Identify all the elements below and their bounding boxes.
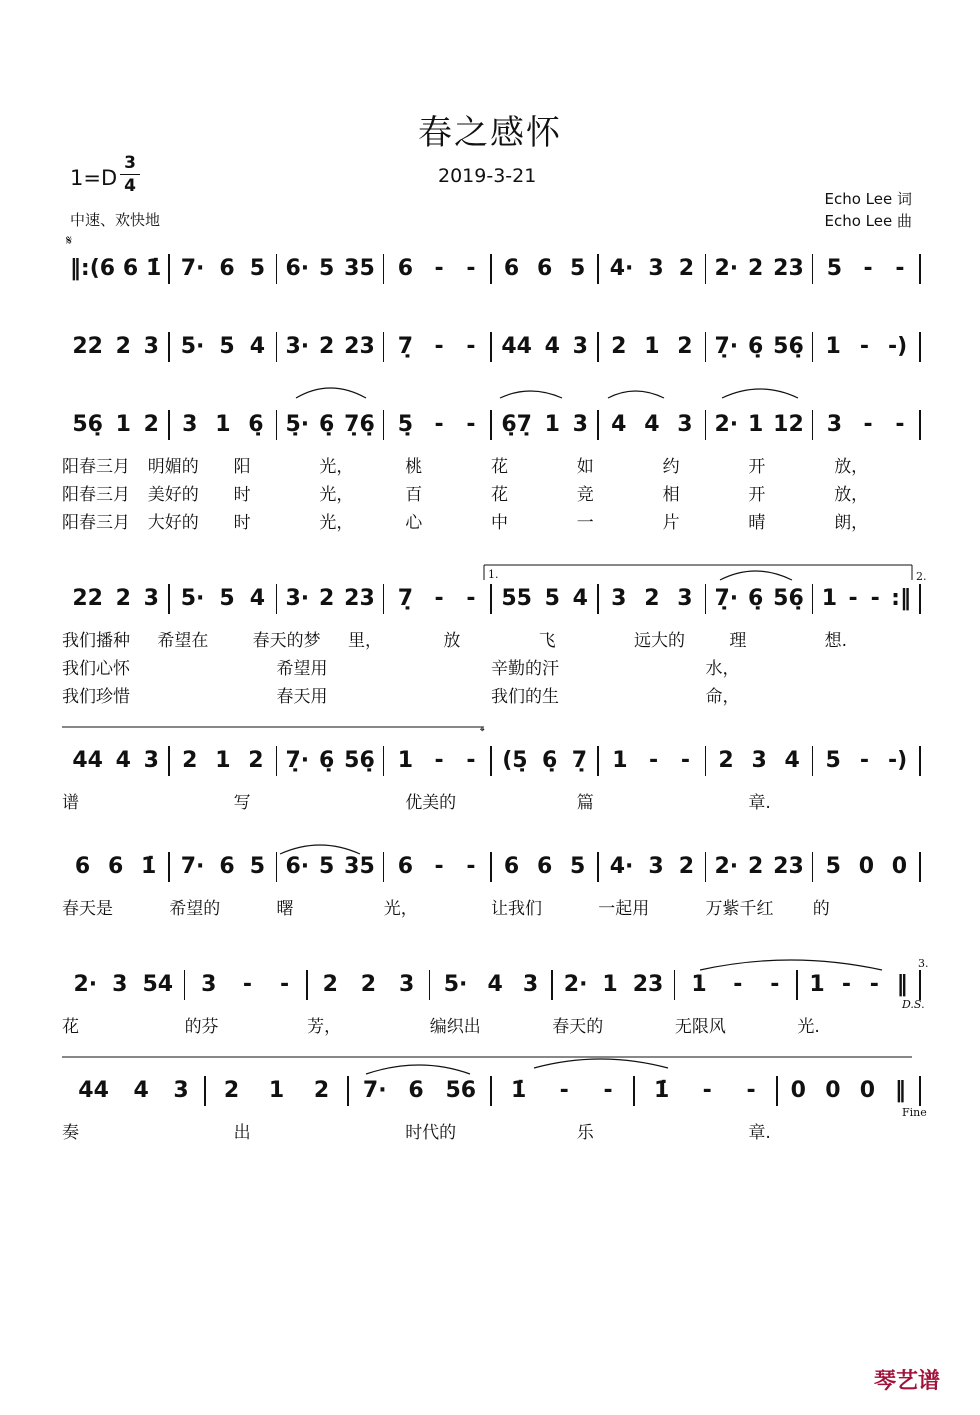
note: 2: [644, 586, 660, 611]
lyric-word: 百: [405, 485, 423, 505]
lyric-word: 希望的: [169, 899, 221, 919]
note: ‖:(6: [69, 256, 116, 281]
note: 2·: [714, 854, 739, 879]
note: -: [895, 256, 905, 281]
lyric-word: 芳，: [307, 1017, 342, 1037]
lyric-word: 篇: [576, 793, 594, 813]
note: 4·: [609, 256, 634, 281]
note: 5·: [443, 972, 468, 997]
note: 0: [790, 1078, 806, 1103]
note: 4·: [609, 854, 634, 879]
note: 44: [78, 1078, 109, 1103]
note: 3: [677, 586, 693, 611]
note: 4: [249, 586, 265, 611]
note: 3: [398, 972, 415, 997]
lyric-word: 我们心怀: [62, 659, 130, 679]
note: 5: [544, 586, 560, 611]
note: 4: [487, 972, 503, 997]
lyric-word: 章.: [748, 1123, 771, 1143]
note: -: [680, 748, 691, 773]
note: -: [863, 256, 873, 281]
note: 23: [344, 334, 375, 359]
note: 56̣: [773, 334, 804, 359]
lyric-word: 时: [233, 513, 251, 533]
note: 7̣: [397, 334, 414, 359]
note: 6: [503, 854, 520, 879]
note: 4: [544, 334, 560, 359]
note: 7·: [180, 256, 205, 281]
note: 44: [72, 748, 103, 773]
volta-2: 2.: [916, 570, 927, 583]
note: 3: [572, 412, 588, 437]
lyric-word: 光.: [797, 1017, 820, 1037]
note: -: [434, 854, 444, 879]
note: -: [603, 1078, 613, 1103]
watermark-logo: 琴艺谱: [873, 1369, 940, 1394]
note: 2: [747, 256, 764, 281]
lyric-word: 春天是: [62, 899, 113, 919]
note: -: [746, 1078, 756, 1103]
note: 3: [182, 412, 198, 437]
lyric-word: 时代的: [405, 1123, 457, 1143]
note: -: [859, 748, 869, 773]
note: (5̣: [502, 748, 528, 773]
note: 5: [826, 256, 843, 281]
note: 23: [773, 256, 804, 281]
note: 2·: [714, 412, 739, 437]
note: 4: [644, 412, 660, 437]
note: 3: [648, 854, 664, 879]
note: -: [863, 412, 873, 437]
note: 2: [318, 586, 335, 611]
note: 6: [219, 256, 235, 281]
note: 5·: [180, 586, 205, 611]
note: 0: [858, 854, 875, 879]
note: :‖: [891, 586, 911, 611]
note: 3: [572, 334, 588, 359]
date: 2019-3-21: [438, 165, 537, 187]
note: 3: [751, 748, 767, 773]
note: 2: [143, 412, 159, 437]
note: 5̣: [397, 412, 414, 437]
note: 1: [602, 972, 618, 997]
note: 5: [825, 854, 841, 879]
note: 2: [322, 972, 338, 997]
note: 3: [648, 256, 664, 281]
note: -: [869, 972, 879, 997]
note: 2: [611, 334, 627, 359]
note: 1: [215, 748, 231, 773]
note: 4: [115, 748, 131, 773]
note: 4: [784, 748, 800, 773]
tempo-marking: 中速、欢快地: [70, 211, 161, 229]
lyric-word: 中: [491, 513, 508, 533]
note: 1: [644, 334, 660, 359]
lyric-word: 一: [576, 513, 594, 533]
lyric-word: 让我们: [491, 899, 542, 919]
lyric-word: 花: [62, 1017, 79, 1037]
note: 1: [821, 586, 838, 611]
note: -: [466, 748, 476, 773]
note: -: [770, 972, 780, 997]
note: 2: [115, 334, 131, 359]
note: 1: [691, 972, 707, 997]
note: 5: [219, 334, 235, 359]
lyric-word: 开: [748, 457, 766, 477]
lyric-word: 出: [233, 1123, 251, 1143]
note: 6̣: [248, 412, 264, 437]
lyric-word: 谱: [62, 793, 79, 813]
note: 1: [809, 972, 825, 997]
note: -): [888, 748, 908, 773]
note: 4: [572, 586, 588, 611]
note: 35: [344, 854, 375, 879]
note: 7̣·: [714, 334, 739, 359]
note: 5: [570, 854, 586, 879]
note: 6: [536, 854, 553, 879]
note: 35: [344, 256, 375, 281]
lyric-word: 片: [662, 513, 680, 533]
note: 2: [182, 748, 198, 773]
lyric-word: 如: [576, 457, 594, 477]
lyricist: Echo Lee 词: [824, 190, 912, 208]
note: 6: [107, 854, 124, 879]
ds-marking: D.S.: [902, 998, 925, 1011]
lyric-word: 晴: [748, 513, 766, 533]
note: 56: [445, 1078, 477, 1103]
lyric-word: 心: [405, 513, 423, 533]
note: 22: [72, 334, 103, 359]
note: 3: [143, 748, 159, 773]
lyric-word: 光，: [383, 899, 418, 919]
lyric-word: 阳: [233, 457, 251, 477]
lyric-word: 竞: [576, 485, 594, 505]
note: 3·: [285, 334, 310, 359]
lyric-word: 希望在: [157, 631, 209, 651]
lyric-word: 约: [662, 457, 680, 477]
note: ‖: [894, 1078, 906, 1103]
note: 2: [677, 334, 693, 359]
note: 3: [826, 412, 843, 437]
note: 23: [632, 972, 664, 997]
page-title: 春之感怀: [418, 113, 562, 153]
note: -: [895, 412, 905, 437]
note: -: [434, 334, 444, 359]
note: 2: [360, 972, 377, 997]
note: 7̣·: [285, 748, 310, 773]
note: -: [242, 972, 253, 997]
note: 6: [397, 854, 414, 879]
note: 3·: [285, 586, 310, 611]
lyric-word: 乐: [576, 1123, 594, 1143]
note: 7̣: [397, 586, 414, 611]
note: 56̣: [344, 748, 375, 773]
note: ‖: [896, 972, 908, 997]
lyric-word: 章.: [748, 793, 771, 813]
lyric-word: 理: [729, 631, 747, 651]
note: -: [648, 748, 659, 773]
note: 1̇: [141, 854, 157, 879]
note: -: [466, 334, 476, 359]
note: 6: [397, 256, 414, 281]
lyric-word: 放，: [834, 485, 869, 505]
note: 4: [611, 412, 627, 437]
note: 6̣: [318, 748, 335, 773]
note: -: [559, 1078, 569, 1103]
meter-bottom: 4: [124, 176, 136, 196]
note: 44: [501, 334, 532, 359]
note: 6: [74, 854, 91, 879]
note: 1̇: [653, 1078, 670, 1103]
lyric-word: 阳春三月: [62, 457, 130, 477]
note: 55: [501, 586, 532, 611]
note: -: [434, 748, 444, 773]
lyric-word: 写: [233, 793, 251, 813]
note: 22: [72, 586, 103, 611]
note: 5: [318, 256, 335, 281]
note: 4: [133, 1078, 149, 1103]
lyric-word: 一起用: [598, 899, 650, 919]
note: 7·: [180, 854, 205, 879]
note: 0: [825, 1078, 841, 1103]
lyric-word: 阳春三月: [62, 485, 130, 505]
note: 1: [268, 1078, 285, 1103]
note: 2: [678, 256, 694, 281]
lyric-word: 桃: [405, 457, 423, 477]
note: 7·: [362, 1078, 387, 1103]
lyric-word: 美好的: [147, 485, 199, 505]
lyric-word: 编织出: [429, 1017, 481, 1037]
note: -): [888, 334, 908, 359]
note: -: [841, 972, 852, 997]
lyric-word: 万紫千红: [705, 899, 774, 919]
lyric-word: 的: [812, 899, 830, 919]
note: -: [434, 412, 444, 437]
note: 7̣6̣: [344, 412, 375, 437]
note: -: [848, 586, 858, 611]
note: 6·: [285, 854, 310, 879]
note: 1: [825, 334, 841, 359]
note: 5: [219, 586, 235, 611]
segno-icon: 𝄋: [66, 233, 73, 249]
note: -: [466, 412, 476, 437]
note: 5: [249, 854, 265, 879]
lyric-word: 光，: [319, 457, 354, 477]
lyric-word: 水，: [705, 659, 740, 679]
note: 3: [201, 972, 217, 997]
note: 7̣·: [714, 586, 739, 611]
volta-1: 1.: [488, 568, 499, 581]
note: 23: [344, 586, 375, 611]
lyric-word: 辛勤的汗: [491, 659, 559, 679]
fine-marking: Fine: [902, 1106, 927, 1119]
note: 6̣: [541, 748, 558, 773]
note: 2·: [563, 972, 588, 997]
note: 1: [747, 412, 764, 437]
note: 1̇: [146, 256, 162, 281]
lyric-word: 开: [748, 485, 766, 505]
note: -: [870, 586, 880, 611]
note: 2: [223, 1078, 240, 1103]
note: -: [434, 256, 444, 281]
note: 2·: [714, 256, 739, 281]
note: 5̣·: [285, 412, 310, 437]
lyric-word: 希望用: [276, 659, 328, 679]
note: 2·: [73, 972, 98, 997]
note: 1: [544, 412, 560, 437]
note: 6̣: [318, 412, 335, 437]
lyric-word: 奏: [62, 1123, 79, 1143]
note: 6·: [285, 256, 310, 281]
lyric-word: 明媚的: [147, 457, 199, 477]
note: 1̇: [510, 1078, 527, 1103]
note: 1: [115, 412, 131, 437]
note: 3: [143, 334, 159, 359]
lyric-word: 我们珍惜: [62, 687, 130, 707]
key-signature: 1=D: [70, 166, 118, 190]
note: 1: [397, 748, 414, 773]
lyric-word: 春天用: [276, 687, 328, 707]
note: 0: [891, 854, 908, 879]
note: 1: [215, 412, 231, 437]
lyric-word: 无限风: [674, 1017, 726, 1037]
note: 2: [747, 854, 764, 879]
note: -: [859, 334, 869, 359]
volta-3: 3.: [918, 957, 929, 970]
lyric-word: 的芬: [184, 1017, 219, 1037]
composer: Echo Lee 曲: [824, 212, 912, 230]
lyric-word: 朗，: [834, 513, 869, 533]
note: 2: [678, 854, 694, 879]
lyric-word: 命，: [705, 687, 740, 707]
note: -: [733, 972, 743, 997]
note: 2: [313, 1078, 330, 1103]
note: 4: [249, 334, 265, 359]
note: 6̣7̣: [501, 412, 532, 437]
note: 3: [611, 586, 627, 611]
note: 2: [115, 586, 131, 611]
note: 5: [318, 854, 335, 879]
lyric-word: 放: [443, 631, 461, 651]
lyric-word: 我们播种: [62, 631, 130, 651]
note: 2: [718, 748, 734, 773]
note: 5: [570, 256, 586, 281]
note: 6: [122, 256, 139, 281]
note: 3: [112, 972, 128, 997]
note: 6: [536, 256, 553, 281]
note: -: [466, 586, 476, 611]
lyric-word: 春天的梦: [252, 631, 321, 651]
coda-icon: 𝄌: [480, 725, 485, 740]
note: 12: [773, 412, 804, 437]
note: 6: [408, 1078, 424, 1103]
note: 1: [612, 748, 628, 773]
note: -: [279, 972, 290, 997]
lyric-word: 放，: [834, 457, 869, 477]
note: -: [466, 256, 476, 281]
note: 6: [503, 256, 520, 281]
lyric-word: 我们的生: [491, 687, 559, 707]
lyric-word: 花: [491, 485, 508, 505]
note: 5: [825, 748, 841, 773]
lyric-word: 时: [233, 485, 251, 505]
note: 3: [173, 1078, 189, 1103]
note: 2: [318, 334, 335, 359]
note: -: [434, 586, 444, 611]
note: 3: [143, 586, 159, 611]
note: 23: [773, 854, 804, 879]
note: 2: [248, 748, 264, 773]
note: 5: [249, 256, 265, 281]
lyric-word: 春天的: [552, 1017, 604, 1037]
note: 56̣: [72, 412, 103, 437]
note: 3: [522, 972, 539, 997]
lyric-word: 曙: [276, 899, 294, 919]
note: 54: [142, 972, 174, 997]
lyric-word: 飞: [538, 631, 556, 651]
lyric-word: 阳春三月: [62, 513, 130, 533]
lyric-word: 大好的: [147, 513, 199, 533]
note: -: [466, 854, 476, 879]
note: 6̣: [747, 586, 764, 611]
lyric-word: 远大的: [634, 631, 685, 651]
note: 6: [219, 854, 235, 879]
lyric-word: 里，: [348, 631, 382, 651]
lyric-word: 光，: [319, 485, 354, 505]
meter-top: 3: [124, 153, 136, 173]
lyric-word: 想.: [824, 631, 848, 651]
lyric-word: 优美的: [405, 793, 457, 813]
note: 56̣: [773, 586, 804, 611]
note: 7̣: [571, 748, 588, 773]
lyric-word: 花: [491, 457, 508, 477]
note: 3: [677, 412, 693, 437]
lyric-word: 光，: [319, 513, 354, 533]
note: 5·: [180, 334, 205, 359]
lyric-word: 相: [662, 485, 680, 505]
note: 0: [859, 1078, 876, 1103]
note: -: [702, 1078, 712, 1103]
note: 6̣: [747, 334, 764, 359]
